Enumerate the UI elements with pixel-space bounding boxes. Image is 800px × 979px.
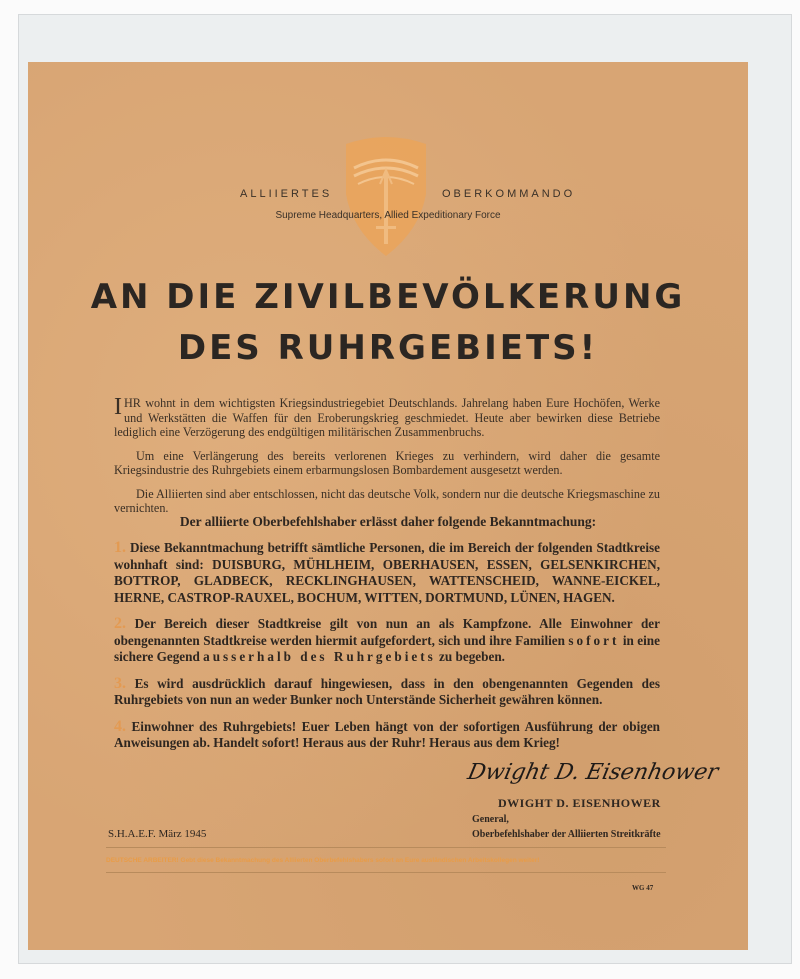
divider	[106, 872, 666, 873]
item-4: 4. Einwohner des Ruhrgebiets! Euer Leben hängt von der sofortigen Ausführung der obigen Anweisungen ab. Handelt sofort! Heraus aus der Ruhr! Heraus aus dem Krieg!	[114, 717, 661, 750]
signatory-name: DWIGHT D. EISENHOWER	[498, 796, 661, 810]
title-line-1: AN DIE ZIVILBEVÖLKERUNG	[90, 277, 686, 317]
intro-paragraph-2: Um eine Verlängerung des bereits verlorenen Krieges zu verhindern, wird daher die gesamte Kriegsindustrie des Ruhrgebiets einem erbarmungslosen Bombardement ausgesetzt werden.	[114, 448, 660, 477]
signatory-role: Oberbefehlshaber der Alliierten Streitkräfte	[472, 829, 661, 840]
announcement-items	[114, 540, 660, 762]
header-right: OBERKOMMANDO	[442, 188, 576, 200]
issue-date: S.H.A.E.F. März 1945	[108, 828, 207, 840]
signatory-rank: General,	[472, 814, 509, 825]
shaef-shield-emblem	[340, 134, 432, 258]
intro-paragraph-3: Die Alliierten sind aber entschlossen, nicht das deutsche Volk, sondern nur die deutsche Kriegsmaschine zu vernichten.	[114, 486, 660, 515]
announcement-heading: Der alliierte Oberbefehlshaber erlässt daher folgende Bekanntmachung:	[179, 514, 597, 529]
item-1: 1. Diese Bekanntmachung betrifft sämtliche Personen, die im Bereich der folgenden Stadtkreise wohnhaft sind: DUISBURG, MÜHLHEIM, OBERHAUSEN, ESSEN, GELSENKIRCHEN, BOTTROP, GLADBECK, RECKLINGHAUSEN, WATTENSCHEID, WANNE-EICKEL, HERNE, CASTROP-RAUXEL, BOCHUM, WITTEN, DORTMUND, LÜNEN, HAGEN.	[114, 539, 661, 605]
handwritten-signature: Dwight D. Eisenhower	[465, 760, 721, 785]
header-subtitle: Supreme Headquarters, Allied Expeditionary Force	[275, 210, 501, 221]
print-code: WG 47	[632, 884, 654, 892]
intro-text	[114, 396, 660, 525]
title-line-2: DES RUHRGEBIETS!	[177, 328, 599, 368]
header-left: ALLIIERTES	[240, 188, 333, 200]
divider	[106, 847, 666, 848]
leaflet	[28, 62, 748, 950]
item-3: 3. Es wird ausdrücklich darauf hingewiesen, dass in den obengenannten Gegenden des Ruhrgebiets von nun an weder Bunker noch Unterstände Sicherheit gewähren können.	[114, 674, 660, 707]
drop-cap: I	[114, 394, 122, 420]
intro-paragraph-1: HR wohnt in dem wichtigsten Kriegsindustriegebiet Deutschlands. Jahrelang haben Eure Hochöfen, Werke und Werkstätten die Waffen für den Eroberungskrieg geschmiedet. Heute aber bewirken diese Betriebe lediglich eine Verzögerung des endgültigen militärischen Zusammenbruchs.	[114, 396, 660, 439]
item-2: 2. Der Bereich dieser Stadtkreise gilt von nun an als Kampfzone. Alle Einwohner der obengenannten Stadtkreise werden hiermit aufgefordert, sich und ihre Familien sofort in eine sichere Gegend ausserhalb des Ruhrgebiets zu begeben.	[114, 615, 661, 664]
workers-notice: DEUTSCHE ARBEITER! Gebt diese Bekanntmachung des Alliierten Oberbefehlshabers sofort an Eure ausländischen Arbeitskollegen weiter!	[106, 857, 540, 864]
